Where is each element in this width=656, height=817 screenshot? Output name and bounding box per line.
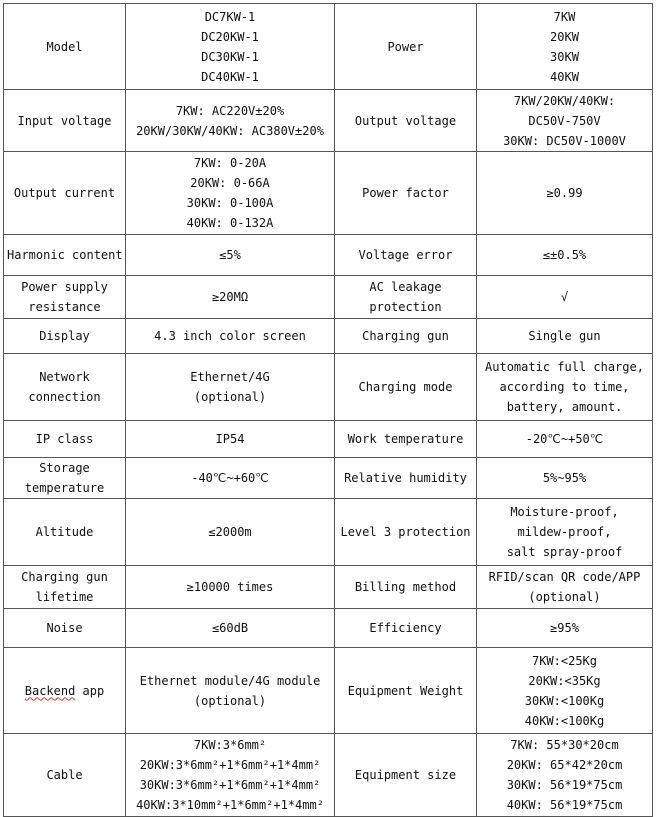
table-cell-label bbox=[4, 354, 126, 421]
table-cell-value bbox=[477, 458, 653, 499]
cell-text: 5%~95% bbox=[542, 471, 587, 485]
cell-text: Power supply bbox=[21, 280, 108, 294]
table-cell-value bbox=[477, 354, 653, 421]
cell-text: Model bbox=[46, 39, 83, 54]
cell-text: DC40KW-1 bbox=[201, 69, 259, 84]
table-cell-label bbox=[335, 90, 477, 152]
cell-text: mildew-proof, bbox=[517, 525, 612, 539]
table-row bbox=[4, 235, 653, 276]
table-cell-value bbox=[126, 499, 335, 566]
table-cell-label bbox=[335, 648, 477, 734]
table-cell-label bbox=[335, 152, 477, 235]
cell-text: 20KW bbox=[550, 29, 579, 44]
cell-text: (optional) bbox=[193, 693, 267, 708]
cell-text: Charging mode bbox=[358, 380, 453, 394]
cell-text: Equipment size bbox=[354, 768, 457, 782]
cell-text: battery, amount. bbox=[506, 400, 623, 414]
table-cell-value bbox=[126, 90, 335, 152]
cell-text: Backend app bbox=[24, 683, 105, 698]
table-cell-value bbox=[477, 648, 653, 734]
cell-text: Ethernet module/4G module bbox=[139, 673, 321, 688]
cell-text: 7KW: 0-20A bbox=[193, 156, 267, 170]
cell-text: -40℃~+60℃ bbox=[191, 471, 269, 485]
table-row bbox=[4, 276, 653, 319]
cell-text: resistance bbox=[28, 300, 101, 314]
cell-text: 20KW: 65*42*20cm bbox=[506, 758, 623, 772]
table-cell-value bbox=[126, 421, 335, 458]
cell-text: 7KW/20KW/40KW: bbox=[513, 93, 616, 108]
table-cell-label bbox=[4, 235, 126, 276]
table-row bbox=[4, 734, 653, 817]
table-row bbox=[4, 319, 653, 354]
table-cell-label bbox=[4, 734, 126, 817]
cell-text: Altitude bbox=[35, 525, 94, 539]
cell-text: Ethernet/4G bbox=[190, 370, 270, 384]
table-row bbox=[4, 4, 653, 90]
table-cell-value bbox=[126, 235, 335, 276]
table-row bbox=[4, 90, 653, 152]
table-cell-label bbox=[335, 276, 477, 319]
table-cell-label bbox=[4, 319, 126, 354]
cell-text: temperature bbox=[24, 481, 105, 495]
cell-text: according to time, bbox=[499, 380, 630, 394]
cell-text: Output voltage bbox=[354, 113, 457, 128]
table-cell-value bbox=[477, 90, 653, 152]
table-cell-label bbox=[335, 609, 477, 648]
cell-text: IP54 bbox=[215, 432, 245, 446]
table-cell-label bbox=[4, 90, 126, 152]
table-row bbox=[4, 458, 653, 499]
cell-text: 40KW bbox=[550, 69, 579, 84]
cell-text: 30KW: 56*19*75cm bbox=[506, 778, 623, 792]
cell-text: 40KW: 56*19*75cm bbox=[506, 798, 623, 812]
cell-text: ≥20MΩ bbox=[211, 290, 249, 304]
cell-text: 20KW:3*6mm²+1*6mm²+1*4mm² bbox=[139, 758, 321, 772]
table-cell-value bbox=[126, 4, 335, 90]
table-cell-label bbox=[4, 421, 126, 458]
cell-text: Input voltage bbox=[17, 113, 112, 128]
cell-text: 7KW:3*6mm² bbox=[193, 738, 267, 752]
cell-text: Network bbox=[39, 370, 90, 384]
table-cell-value bbox=[126, 566, 335, 609]
table-cell-value bbox=[126, 319, 335, 354]
cell-text: Relative humidity bbox=[344, 471, 467, 485]
table-cell-value bbox=[126, 609, 335, 648]
table-cell-label bbox=[4, 276, 126, 319]
cell-text: 20KW/30KW/40KW: AC380V±20% bbox=[136, 123, 324, 138]
table-cell-label bbox=[335, 354, 477, 421]
table-cell-value bbox=[477, 319, 653, 354]
table-row bbox=[4, 648, 653, 734]
table-cell-label bbox=[4, 458, 126, 499]
table-cell-value bbox=[477, 4, 653, 90]
cell-text: Automatic full charge, bbox=[485, 360, 644, 374]
table-cell-value bbox=[477, 566, 653, 609]
cell-text: salt spray-proof bbox=[506, 545, 623, 559]
cell-text: 30KW: DC50V-1000V bbox=[503, 133, 626, 148]
table-cell-value bbox=[126, 152, 335, 235]
cell-text: 7KW: AC220V±20% bbox=[175, 103, 285, 118]
table-cell-label bbox=[335, 421, 477, 458]
cell-text: Equipment Weight bbox=[347, 683, 464, 698]
cell-text: 4.3 inch color screen bbox=[154, 329, 306, 343]
cell-text: (optional) bbox=[528, 590, 601, 604]
table-cell-label bbox=[4, 4, 126, 90]
table-cell-label bbox=[335, 458, 477, 499]
cell-text: 7KW: 55*30*20cm bbox=[510, 738, 619, 752]
table-row bbox=[4, 421, 653, 458]
cell-text: (optional) bbox=[193, 390, 267, 404]
table-cell-label bbox=[335, 319, 477, 354]
table-row bbox=[4, 609, 653, 648]
table-cell-value bbox=[126, 354, 335, 421]
cell-text: Single gun bbox=[528, 329, 601, 343]
table-cell-value bbox=[126, 458, 335, 499]
cell-text: ≤60dB bbox=[211, 621, 249, 635]
table-cell-label bbox=[4, 152, 126, 235]
cell-text: DC20KW-1 bbox=[201, 29, 259, 44]
cell-text: Billing method bbox=[354, 580, 457, 594]
cell-text: RFID/scan QR code/APP bbox=[488, 570, 641, 584]
cell-text: Work temperature bbox=[347, 432, 464, 446]
cell-text: 40KW:3*10mm²+1*6mm²+1*4mm² bbox=[136, 798, 324, 812]
cell-text: 7KW bbox=[553, 9, 576, 24]
table-cell-label bbox=[335, 734, 477, 817]
cell-text: Power bbox=[387, 39, 424, 54]
cell-text: Output current bbox=[13, 186, 116, 200]
table-cell-value bbox=[126, 276, 335, 319]
cell-text: 20KW:<35Kg bbox=[528, 673, 601, 688]
table-row bbox=[4, 566, 653, 609]
cell-text: Efficiency bbox=[369, 621, 442, 635]
table-cell-label bbox=[4, 499, 126, 566]
table-row bbox=[4, 354, 653, 421]
cell-text: ≥95% bbox=[550, 621, 579, 635]
cell-text: DC7KW-1 bbox=[204, 9, 256, 24]
table-cell-value bbox=[477, 609, 653, 648]
table-row bbox=[4, 152, 653, 235]
cell-text: protection bbox=[369, 300, 442, 314]
table-cell-value bbox=[477, 499, 653, 566]
cell-text: Noise bbox=[46, 621, 83, 635]
table-cell-label bbox=[335, 499, 477, 566]
cell-text: Power factor bbox=[362, 186, 449, 200]
cell-text: IP class bbox=[35, 432, 94, 446]
spec-table bbox=[3, 3, 653, 817]
cell-text: 30KW:<100Kg bbox=[524, 693, 605, 708]
cell-text: Charging gun bbox=[21, 570, 108, 584]
cell-text: Display bbox=[39, 329, 90, 343]
cell-text: Harmonic content bbox=[7, 248, 123, 262]
table-cell-value bbox=[477, 734, 653, 817]
cell-text: ≥0.99 bbox=[546, 186, 583, 200]
table-row bbox=[4, 499, 653, 566]
cell-text: DC50V-750V bbox=[528, 113, 601, 128]
table-cell-label bbox=[4, 566, 126, 609]
table-cell-label bbox=[335, 235, 477, 276]
cell-text: √ bbox=[560, 290, 569, 304]
cell-text: ≤±0.5% bbox=[542, 248, 587, 262]
table-cell-value bbox=[477, 152, 653, 235]
cell-text: Storage bbox=[39, 461, 90, 475]
cell-text: ≥10000 times bbox=[186, 580, 274, 594]
cell-text: ≤5% bbox=[219, 248, 241, 262]
table-cell-label bbox=[335, 4, 477, 90]
cell-text: DC30KW-1 bbox=[201, 49, 259, 64]
cell-text: 30KW: 0-100A bbox=[186, 196, 274, 210]
cell-text: Moisture-proof, bbox=[510, 505, 619, 519]
cell-text: connection bbox=[28, 390, 101, 404]
cell-text: Cable bbox=[46, 768, 83, 782]
cell-text: 20KW: 0-66A bbox=[190, 176, 270, 190]
table-cell-label bbox=[335, 566, 477, 609]
cell-text: AC leakage bbox=[369, 280, 442, 294]
cell-text: 7KW:<25Kg bbox=[531, 653, 598, 668]
table-cell-value bbox=[477, 276, 653, 319]
table-cell-value bbox=[477, 235, 653, 276]
table-cell-label bbox=[4, 609, 126, 648]
table-cell-value bbox=[126, 648, 335, 734]
table-cell-label bbox=[4, 648, 126, 734]
cell-text: ≤2000m bbox=[208, 525, 252, 539]
table-cell-value bbox=[477, 421, 653, 458]
cell-text: 40KW: 0-132A bbox=[186, 216, 274, 230]
cell-text: Charging gun bbox=[362, 329, 449, 343]
cell-text: 30KW bbox=[550, 49, 579, 64]
cell-text: -20℃~+50℃ bbox=[525, 432, 604, 446]
cell-text: Level 3 protection bbox=[340, 525, 471, 539]
spec-table-body bbox=[4, 4, 653, 817]
cell-text: 30KW:3*6mm²+1*6mm²+1*4mm² bbox=[139, 778, 321, 792]
cell-text: lifetime bbox=[35, 590, 94, 604]
cell-text: Voltage error bbox=[358, 248, 453, 262]
table-cell-value bbox=[126, 734, 335, 817]
cell-text: 40KW:<100Kg bbox=[524, 713, 605, 728]
